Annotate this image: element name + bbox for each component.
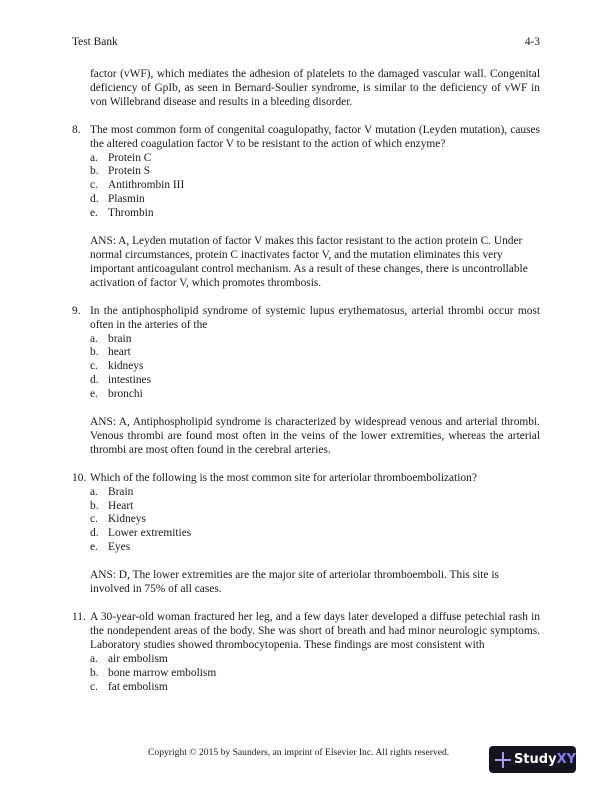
question-stem: Which of the following is the most common site for arteriolar thromboembolization? [90, 471, 477, 484]
option-item [90, 388, 540, 402]
option-item [90, 513, 540, 527]
option-label: d. [90, 527, 99, 540]
header-title: Test Bank [72, 36, 118, 48]
question-number: 11. [72, 611, 86, 623]
option-list [90, 653, 540, 695]
option-text: Protein C [108, 151, 152, 164]
option-text: Antithrombin III [108, 179, 185, 192]
option-item [90, 486, 540, 500]
option-label: b. [90, 165, 99, 178]
option-label: c. [90, 179, 98, 192]
question-10 [72, 472, 540, 597]
option-text: heart [108, 346, 131, 359]
option-item [90, 500, 540, 514]
option-text: Lower extremities [108, 527, 192, 540]
option-text: Thrombin [108, 207, 154, 220]
copyright-footer: Copyright © 2015 by Saunders, an imprint of Elsevier Inc. All rights reserved. [148, 747, 450, 758]
question-8 [72, 124, 540, 291]
option-item [90, 653, 540, 667]
option-label: d. [90, 374, 99, 387]
question-stem: A 30-year-old woman fractured her leg, and a few days later developed a diffuse petechial rash in the nondependent areas of the body. She was short of breath and had minor neurologic symptoms. Laboratory studies showed thrombocytopenia. These findings are most consistent with [90, 611, 540, 651]
question-number: 9. [72, 304, 81, 317]
option-label: a. [90, 652, 98, 665]
option-item [90, 541, 540, 555]
option-item [90, 360, 540, 374]
question-stem: The most common form of congenital coagulopathy, factor V mutation (Leyden mutation), causes the altered coagulation factor V to be resistant to the action of which enzyme? [90, 123, 540, 150]
option-label: a. [90, 485, 98, 498]
page-content [72, 68, 540, 708]
option-text: Eyes [108, 541, 131, 554]
question-9 [72, 305, 540, 458]
option-label: e. [90, 388, 98, 401]
option-label: c. [90, 680, 98, 693]
option-list [90, 152, 540, 222]
question-11 [72, 611, 540, 694]
option-item [90, 193, 540, 207]
badge-text-main: Study [513, 751, 557, 767]
page-number: 4-3 [524, 36, 540, 48]
option-text: Kidneys [108, 513, 146, 526]
option-label: e. [90, 207, 98, 220]
badge-text-accent: XY [556, 751, 576, 767]
option-item [90, 165, 540, 179]
option-item [90, 527, 540, 541]
option-list [90, 486, 540, 556]
option-list [90, 333, 540, 403]
option-text: Heart [108, 499, 134, 512]
studyxy-badge[interactable] [489, 746, 576, 773]
question-number: 10. [72, 471, 87, 484]
answer-explanation: ANS: A, Antiphospholipid syndrome is characterized by widespread venous and arterial thrombi. Venous thrombi are found most often in the veins of the lower extremities, whereas the arterial thrombi are most often found in the cerebral arteries. [90, 416, 540, 456]
continued-paragraph: factor (vWF), which mediates the adhesion of platelets to the damaged vascular wall. Congenital deficiency of GpIb, as seen in Bernard-Soulier syndrome, is similar to the deficiency of vWF in von Willebrand disease and results in a bleeding disorder. [90, 68, 540, 108]
option-text: intestines [108, 374, 152, 387]
option-label: b. [90, 499, 99, 512]
page-header [72, 36, 540, 50]
option-item [90, 207, 540, 221]
question-stem: In the antiphospholipid syndrome of systemic lupus erythematosus, arterial thrombi occur most often in the arteries of the [90, 304, 540, 331]
option-label: e. [90, 541, 98, 554]
option-label: b. [90, 346, 99, 359]
option-text: Brain [108, 485, 134, 498]
option-label: c. [90, 360, 98, 373]
option-item [90, 374, 540, 388]
option-text: Protein S [108, 165, 151, 178]
option-text: air embolism [108, 652, 168, 665]
option-text: bone marrow embolism [108, 666, 217, 679]
option-label: d. [90, 193, 99, 206]
option-item [90, 681, 540, 695]
option-label: b. [90, 666, 99, 679]
option-text: kidneys [108, 360, 144, 373]
option-item [90, 152, 540, 166]
option-item [90, 346, 540, 360]
option-item [90, 667, 540, 681]
option-text: bronchi [108, 388, 143, 401]
answer-explanation: ANS: D, The lower extremities are the major site of arteriolar thromboemboli. This site is involved in 75% of all cases. [90, 569, 499, 596]
option-text: brain [108, 332, 132, 345]
option-text: Plasmin [108, 193, 145, 206]
answer-explanation: ANS: A, Leyden mutation of factor V makes this factor resistant to the action protein C. Under normal circumstances, protein C inactivates factor V, and the mutation eliminates this very important anticoagulant control mechanism. As a result of these changes, there is uncontrollable activation of factor V, which promotes thrombosis. [90, 235, 528, 289]
option-item [90, 179, 540, 193]
question-number: 8. [72, 123, 81, 136]
option-item [90, 333, 540, 347]
option-label: a. [90, 332, 98, 345]
option-text: fat embolism [108, 680, 168, 693]
plus-icon [494, 751, 509, 769]
option-label: a. [90, 151, 98, 164]
option-label: c. [90, 513, 98, 526]
